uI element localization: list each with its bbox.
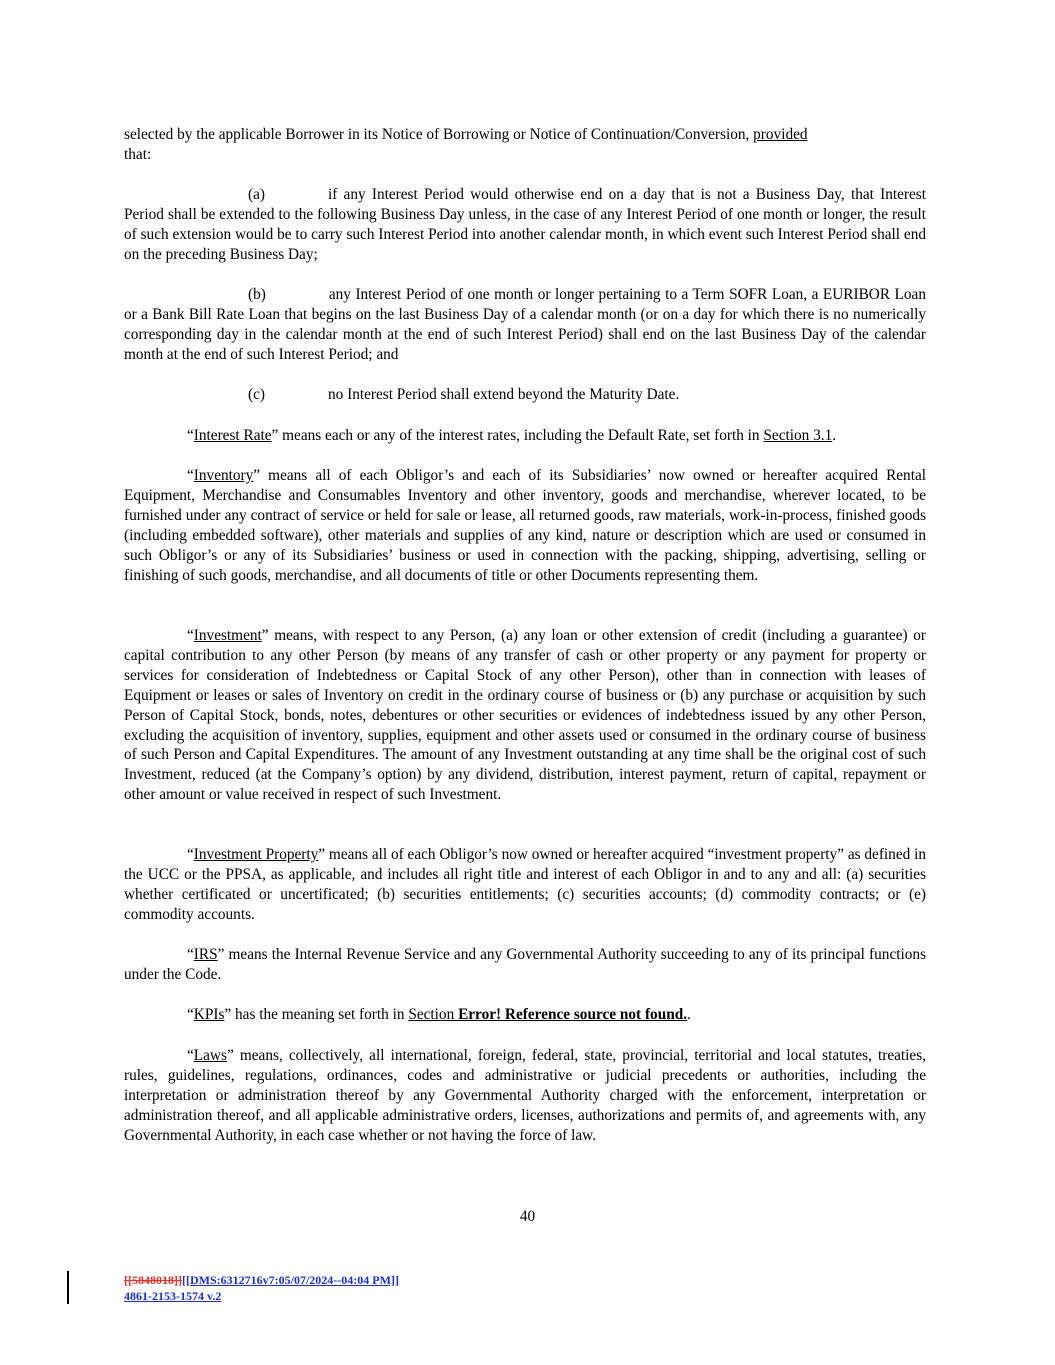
list-item: (c) no Interest Period shall extend beyond the Maturity Date. <box>248 386 680 403</box>
definition-irs: “IRS” means the Internal Revenue Service and any Governmental Authority succeeding to any of its principal functions under the Code. <box>124 946 926 983</box>
intro-paragraph: selected by the applicable Borrower in its Notice of Borrowing or Notice of Continuation/Conversion, provided that: <box>124 126 808 163</box>
footer-deleted-id: [[5848018]] <box>124 1273 182 1287</box>
list-item: (b) any Interest Period of one month or longer pertaining to a Term SOFR Loan, a EURIBOR Loan or a Bank Bill Rate Loan that begins on the last Business Day of a calendar month (or on a day for which there is no numerically corresponding day in the calendar month at the end of such Interest Period) shall end on the last Business Day of the calendar month at the end of such Interest Period; and <box>124 286 926 363</box>
footer <box>124 1272 399 1304</box>
definition-interest-rate: “Interest Rate” means each or any of the interest rates, including the Default Rate, set forth in Section 3.1. <box>187 427 837 444</box>
change-bar <box>67 1271 69 1304</box>
footer-doc-id: 4861-2153-1574 v.2 <box>124 1289 222 1303</box>
definition-laws: “Laws” means, collectively, all international, foreign, federal, state, provincial, territorial and local statutes, treaties, rules, guidelines, regulations, ordinances, codes and administrative or judicial precedents or authorities, including the interpretation or administration thereof by any Governmental Authority charged with the enforcement, interpretation or administration thereof, and all applicable administrative orders, licenses, authorizations and permits of, and agreements with, any Governmental Authority, in each case whether or not having the force of law. <box>124 1047 926 1144</box>
definition-investment: “Investment” means, with respect to any Person, (a) any loan or other extension of credit (including a guarantee) or capital contribution to any other Person (by means of any transfer of cash or other property or any payment for property or services for consideration of Indebtedness or Capital Stock of any other Person), other than in connection with leases of Equipment or leases or sales of Inventory on credit in the ordinary course of business or (b) any purchase or acquisition by such Person of Capital Stock, bonds, notes, debentures or other securities or evidences of indebtedness issued by any other Person, excluding the acquisition of inventory, supplies, equipment and other assets used or consumed in the ordinary course of business of such Person and Capital Expenditures. The amount of any Investment outstanding at any time shall be the original cost of such Investment, reduced (at the Company’s option) by any dividend, distribution, interest payment, return of capital, repayment or other amount or value received in respect of such Investment. <box>124 627 926 804</box>
reference-error: Error! Reference source not found. <box>458 1006 688 1023</box>
definition-investment-property: “Investment Property” means all of each Obligor’s now owned or hereafter acquired “investment property” as defined in the UCC or the PPSA, as applicable, and includes all right title and interest of each Obligor in and to any and all: (a) securities whether certificated or uncertificated; (b) securities entitlements; (c) securities accounts; (d) commodity contracts; or (e) commodity accounts. <box>124 846 926 923</box>
definition-inventory: “Inventory” means all of each Obligor’s and each of its Subsidiaries’ now owned or hereafter acquired Rental Equipment, Merchandise and Consumables Inventory and other inventory, goods and merchandise, wherever located, to be furnished under any contract of service or held for sale or lease, all returned goods, raw materials, work-in-process, finished goods (including embedded software), other materials and supplies of any kind, nature or description which are used or consumed in such Obligor’s or any of its Subsidiaries’ business or used in connection with the packing, shipping, advertising, selling or finishing of such goods, merchandise, and all documents of title or other Documents representing them. <box>124 467 926 584</box>
definition-kpis: “KPIs” has the meaning set forth in Section Error! Reference source not found.. <box>187 1006 691 1023</box>
page-number: 40 <box>519 1208 536 1225</box>
footer-dms-id: [[DMS:6312716v7:05/07/2024--04:04 PM]] <box>181 1273 399 1287</box>
list-item: (a) if any Interest Period would otherwise end on a day that is not a Business Day, that Interest Period shall be extended to the following Business Day unless, in the case of any Interest Period of one month or longer, the result of such extension would be to carry such Interest Period into another calendar month, in which event such Interest Period shall end on the preceding Business Day; <box>124 186 926 263</box>
